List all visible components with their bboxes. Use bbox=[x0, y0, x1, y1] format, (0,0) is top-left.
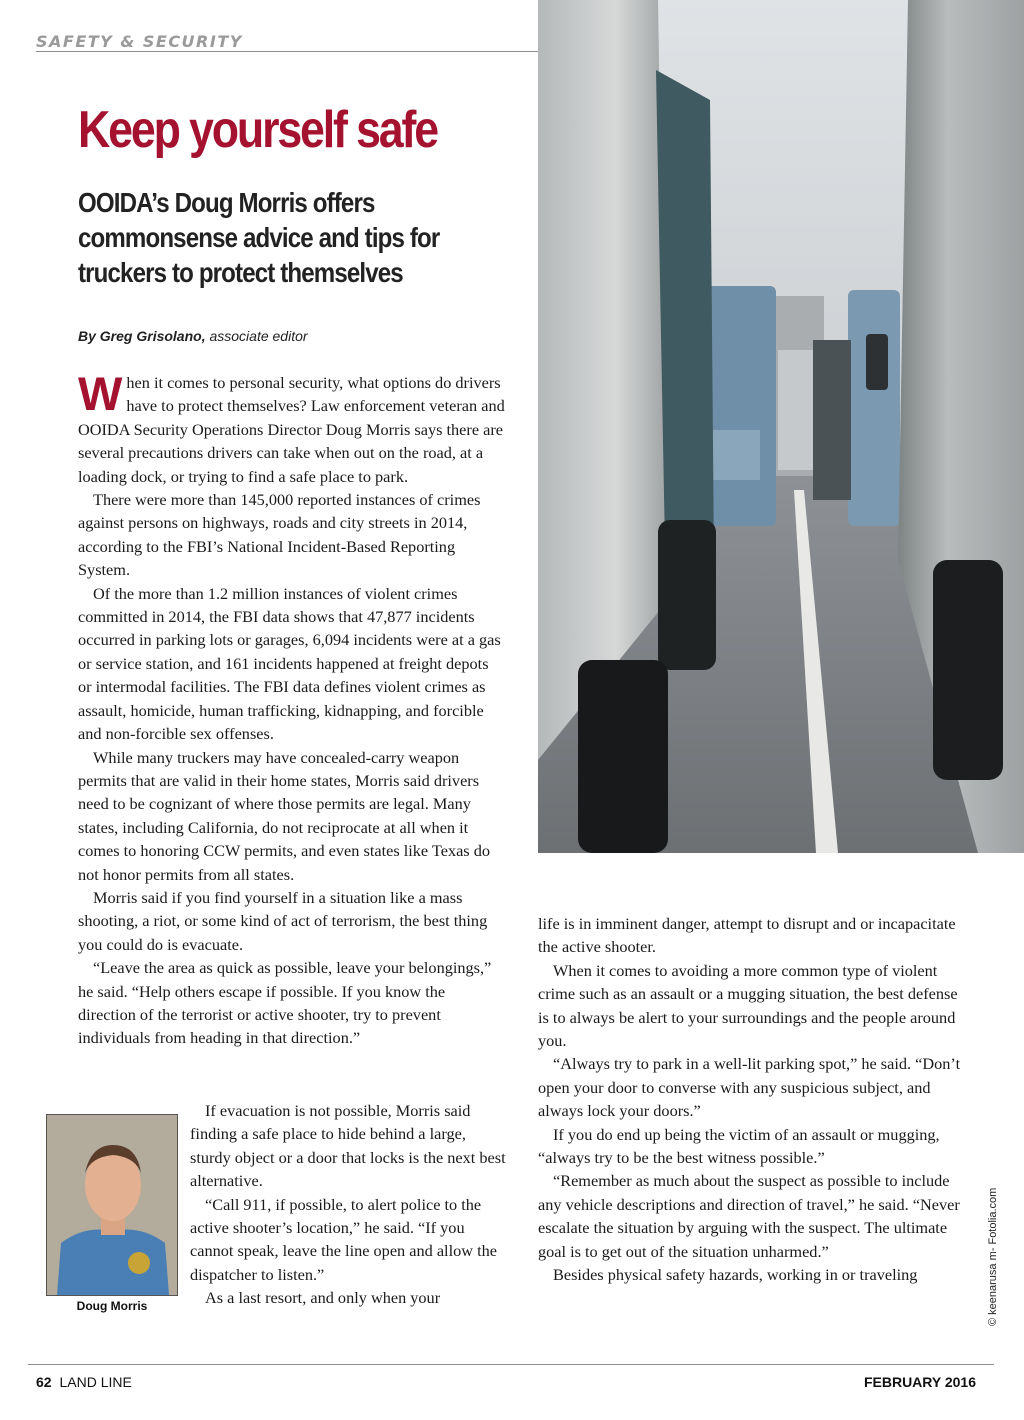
article-column-1-narrow bbox=[190, 1099, 506, 1310]
building bbox=[778, 350, 818, 470]
body-paragraph: Besides physical safety hazards, working in or traveling bbox=[553, 1265, 918, 1285]
footer-rule bbox=[28, 1364, 994, 1365]
body-paragraph: Of the more than 1.2 million instances of violent crimes committed in 2014, the FBI data shows that 47,877 incidents occurred in parking lots or garages, 6,094 incidents were at a gas or service station, and 161 incidents happened at freight depots or intermodal facilities. The FBI data defines violent crimes as assault, homicide, human trafficking, kidnapping, and forcible and non-forcible sex offenses. bbox=[78, 583, 501, 744]
footer-left bbox=[36, 1374, 132, 1390]
body-paragraph: If you do end up being the victim of an assault or mugging, “always try to be the best witness possible.” bbox=[538, 1124, 940, 1168]
article-column-2 bbox=[538, 912, 962, 1287]
body-paragraph: As a last resort, and only when your bbox=[205, 1288, 441, 1308]
byline bbox=[78, 328, 308, 344]
magazine-name: LAND LINE bbox=[59, 1374, 132, 1390]
body-paragraph: “Remember as much about the suspect as possible to include any vehicle descriptions and direction of travel,” he said. “Never escalate the situation by arguing with the suspect. The ultimate goal is to get out of the situation unharmed.” bbox=[538, 1171, 960, 1261]
body-paragraph: Morris said if you find yourself in a situation like a mass shooting, a riot, or some kind of act of terrorism, the best thing you could do is evacuate. bbox=[78, 887, 488, 954]
portrait-caption: Doug Morris bbox=[76, 1299, 148, 1313]
dropcap: W bbox=[78, 367, 123, 420]
page-number: 62 bbox=[36, 1374, 52, 1390]
blue-truck bbox=[848, 290, 900, 526]
issue-date: FEBRUARY 2016 bbox=[863, 1374, 976, 1390]
truck-photo bbox=[538, 0, 1024, 853]
continued-paragraph: life is in imminent danger, attempt to disrupt and or incapacitate the active shooter. bbox=[538, 914, 956, 957]
subhead: OOIDA’s Doug Morris offers commonsense advice and tips for truckers to protect themselves bbox=[78, 187, 440, 288]
left-tire bbox=[578, 660, 668, 853]
lead-paragraph bbox=[78, 367, 506, 488]
blue-truck-grille bbox=[710, 430, 760, 480]
body-paragraph: “Call 911, if possible, to alert police to the active shooter’s location,” he said. “If you cannot speak, leave the line open and allow the dispatcher to listen.” bbox=[190, 1194, 497, 1284]
shirt-emblem bbox=[128, 1252, 150, 1274]
lead-paragraph-text: hen it comes to personal security, what options do drivers have to protect themselves? Law enforcement veteran and OOIDA Security Operations Director Doug Morris says there are several precautions drivers can take when out on the road, at a loading dock, or trying to find a safe place to park. bbox=[78, 373, 505, 486]
headline: Keep yourself safe bbox=[78, 101, 437, 159]
body-paragraph: When it comes to avoiding a more common type of violent crime such as an assault or a mugging situation, the best defense is to always be alert to your surroundings and the people around you. bbox=[538, 960, 958, 1051]
photo-credit: © keenarusa m- Fotolia.com bbox=[987, 1187, 999, 1326]
body-paragraph: While many truckers may have concealed-carry weapon permits that are valid in their home states, Morris said drivers need to be cognizant of where those permits are legal. Many states, including California, do not reciprocate at all when it comes to honoring CCW permits, and even states like Texas do not honor permits from all states. bbox=[78, 747, 490, 884]
left-tire bbox=[658, 520, 716, 670]
section-rule bbox=[36, 51, 538, 52]
shirt bbox=[57, 1230, 169, 1296]
dark-truck bbox=[813, 340, 851, 500]
right-tire bbox=[933, 560, 1003, 780]
body-paragraph: “Leave the area as quick as possible, leave your belongings,” he said. “Help others escape if possible. If you know the direction of the terrorist or active shooter, try to prevent individuals from heading in that direction.” bbox=[78, 958, 492, 1048]
article-column-1 bbox=[78, 367, 506, 1050]
portrait-photo bbox=[46, 1114, 178, 1296]
body-paragraph: If evacuation is not possible, Morris said finding a safe place to hide behind a large, sturdy object or a door that locks is the next best alternative. bbox=[190, 1101, 506, 1191]
byline-author: By Greg Grisolano, bbox=[78, 328, 206, 344]
blue-truck bbox=[706, 286, 776, 526]
section-label: SAFETY & SECURITY bbox=[36, 32, 243, 51]
body-paragraph: There were more than 145,000 reported instances of crimes against persons on highways, roads and city streets in 2014, according to the FBI’s National Incident-Based Reporting System. bbox=[78, 490, 481, 580]
body-paragraph: “Always try to park in a well-lit parking spot,” he said. “Don’t open your door to converse with any suspicious subject, and always lock your doors.” bbox=[538, 1054, 961, 1121]
byline-role: associate editor bbox=[209, 328, 308, 344]
right-mirror bbox=[866, 334, 888, 390]
